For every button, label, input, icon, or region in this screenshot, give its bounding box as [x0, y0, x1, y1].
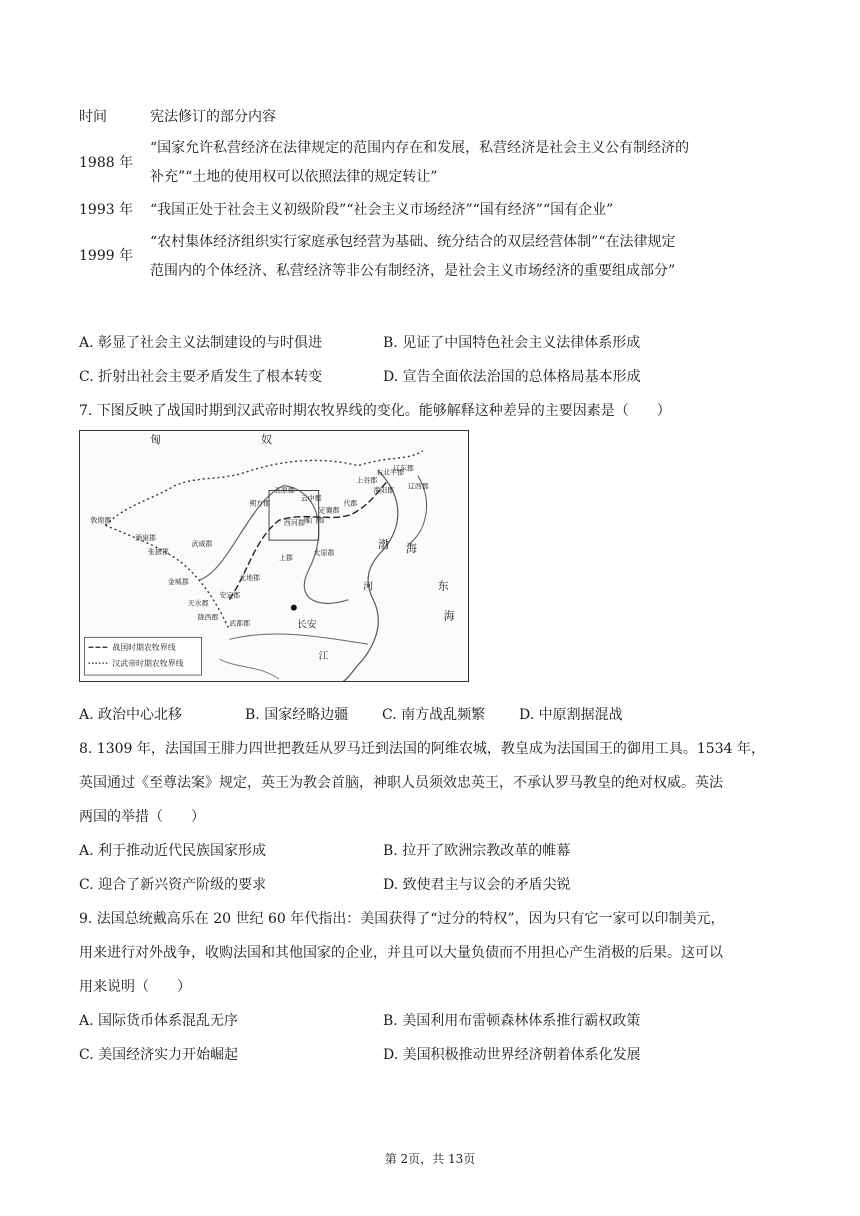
q9-stem-line: 用来说明（ ） — [79, 979, 191, 995]
map-label: 北地郡 — [239, 573, 261, 582]
map-legend-han: 汉武帝时期农牧界线 — [112, 659, 184, 669]
map-graphic — [80, 431, 468, 681]
map-label: 张掖郡 — [148, 548, 169, 557]
q6-option-d: D. 宣告全面依法治国的总体格局基本形成 — [383, 369, 641, 385]
table-row-year: 1999 年 — [79, 248, 134, 264]
map-label: 辽西郡 — [407, 482, 429, 491]
map-label: 酒泉郡 — [135, 534, 156, 543]
map-label: 雁门郡 — [303, 516, 325, 525]
map-label: 武都郡 — [229, 619, 251, 628]
q7-option-d: D. 中原割据混战 — [519, 707, 623, 723]
map-label: 西河郡 — [283, 519, 305, 528]
q8-option-c: C. 迎合了新兴资产阶级的要求 — [79, 877, 267, 893]
q9-option-a: A. 国际货币体系混乱无序 — [79, 1013, 239, 1029]
q6-option-c: C. 折射出社会主要矛盾发生了根本转变 — [79, 369, 323, 385]
map-label-changan: 长安 — [296, 619, 317, 631]
q6-option-b: B. 见证了中国特色社会主义法律体系形成 — [383, 335, 641, 351]
map-label: 金城郡 — [167, 577, 189, 586]
q8-option-b: B. 拉开了欧洲宗教改革的帷幕 — [383, 843, 571, 859]
map-label: 上谷郡 — [356, 476, 378, 485]
map-legend-warring: 战国时期农牧界线 — [112, 643, 176, 653]
q7-map — [79, 430, 469, 682]
map-label: 安定郡 — [219, 591, 241, 600]
q7-stem: 7. 下图反映了战国时期到汉武帝时期农牧界线的变化。能够解释这种差异的主要因素是（ ） — [79, 403, 671, 419]
q9-option-b: B. 美国利用布雷顿森林体系推行霸权政策 — [383, 1013, 641, 1029]
map-label-xiong: 匈 — [149, 432, 161, 446]
q9-stem-line: 9. 法国总统戴高乐在 20 世纪 60 年代指出：美国获得了“过分的特权”，因为只有它一家可以印制美元， — [79, 911, 725, 927]
q8-stem-line: 英国通过《至尊法案》规定，英王为教会首脑，神职人员须效忠英王，不承认罗马教皇的绝对权威。英法 — [79, 775, 723, 791]
map-label: 定襄郡 — [318, 506, 340, 515]
q6-option-a: A. 彰显了社会主义法制建设的与时俱进 — [79, 335, 323, 351]
q8-stem-line: 两国的举措（ ） — [79, 809, 205, 825]
q7-option-a: A. 政治中心北移 — [79, 707, 183, 723]
map-label: 五原郡 — [274, 486, 295, 495]
q9-option-c: C. 美国经济实力开始崛起 — [79, 1047, 239, 1063]
table-header-content: 宪法修订的部分内容 — [150, 109, 276, 125]
map-label: 武威郡 — [191, 540, 213, 549]
map-label: 上郡 — [278, 553, 293, 562]
q9-stem-line: 用来进行对外战争，收购法国和其他国家的企业，并且可以大量负债而不用担心产生消极的后果。这可以 — [79, 945, 723, 961]
map-label-hai: 海 — [405, 542, 417, 556]
table-row-content-line: 范围内的个体经济、私营经济等非公有制经济，是社会主义市场经济的重要组成部分” — [150, 263, 676, 279]
map-label: 太原郡 — [313, 549, 335, 558]
map-label: 云中郡 — [300, 494, 322, 503]
map-label: 陇西郡 — [197, 613, 219, 622]
table-row-content-line: “农村集体经济组织实行家庭承包经营为基础、统分结合的双层经营体制”“在法律规定 — [150, 234, 676, 250]
map-label: 代郡 — [343, 499, 358, 508]
map-label-nu: 奴 — [261, 432, 273, 446]
map-label: 辽东郡 — [393, 464, 414, 473]
map-label: 敦煌郡 — [90, 516, 112, 525]
map-label-bo: 渤 — [378, 538, 390, 552]
table-row-content-line: “我国正处于社会主义初级阶段”“社会主义市场经济”“国有经济”“国有企业” — [150, 202, 614, 218]
map-label-dong: 东 — [437, 579, 449, 593]
table-row-content-line: 补充”“土地的使用权可以依照法律的规定转让” — [150, 169, 438, 185]
map-label: 天水郡 — [187, 599, 209, 608]
q8-stem-line: 8. 1309 年，法国国王腓力四世把教廷从罗马迁到法国的阿维农城，教皇成为法国国王的御用工具。1534 年， — [79, 741, 765, 757]
map-label-hai2: 海 — [443, 609, 455, 623]
q8-option-d: D. 致使君主与议会的矛盾尖锐 — [383, 877, 571, 893]
map-label: 渔阳郡 — [373, 486, 395, 495]
map-label: 朔方郡 — [249, 499, 271, 508]
q9-option-d: D. 美国积极推动世界经济朝着体系化发展 — [383, 1047, 641, 1063]
page-footer: 第 2页，共 13页 — [384, 1152, 476, 1166]
table-header-time: 时间 — [79, 109, 107, 125]
map-label-he: 河 — [363, 581, 374, 593]
q7-option-b: B. 国家经略边疆 — [245, 707, 349, 723]
table-row-year: 1993 年 — [79, 202, 134, 218]
map-label-jiang: 江 — [318, 651, 329, 663]
q8-option-a: A. 利于推动近代民族国家形成 — [79, 843, 267, 859]
q7-option-c: C. 南方战乱频繁 — [382, 707, 486, 723]
map-label: 右北平郡 — [376, 468, 404, 477]
table-row-year: 1988 年 — [79, 155, 134, 171]
table-row-content-line: “国家允许私营经济在法律规定的范围内存在和发展，私营经济是社会主义公有制经济的 — [150, 140, 690, 156]
